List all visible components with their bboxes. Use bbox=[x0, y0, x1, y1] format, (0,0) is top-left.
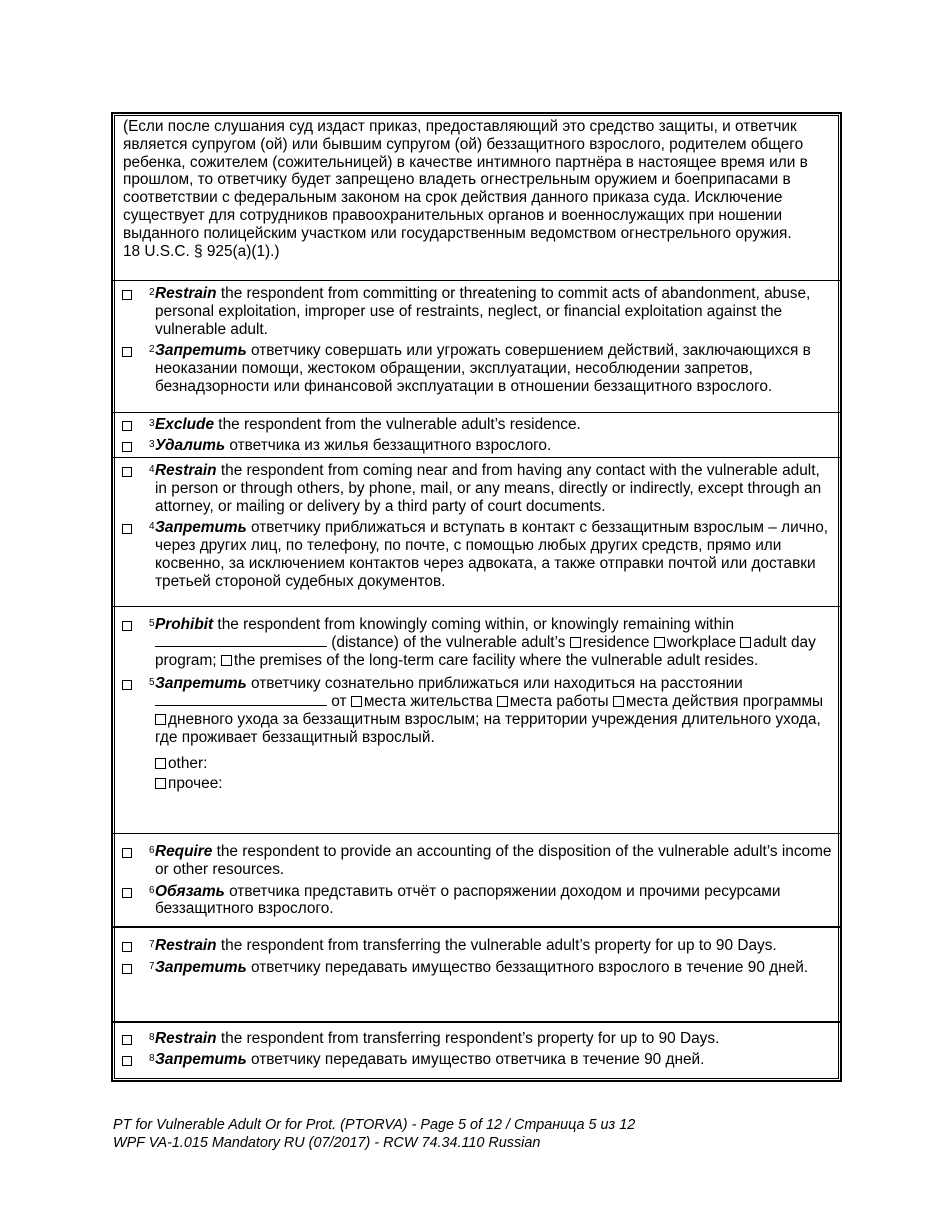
section-4-ru-checkbox[interactable] bbox=[122, 524, 132, 534]
section-4-en-checkbox[interactable] bbox=[122, 467, 132, 477]
section-8-en-text: the respondent from transferring respondent’s property for up to 90 Days. bbox=[216, 1030, 720, 1047]
section-7-number: 7 bbox=[149, 939, 155, 950]
section-5-ru-keyword: Запретить bbox=[155, 675, 247, 693]
section-5-en bbox=[113, 616, 840, 669]
section-4 bbox=[113, 457, 840, 606]
section-8-number: 8 bbox=[149, 1052, 155, 1064]
section-2-en-keyword: Restrain bbox=[155, 285, 217, 302]
firearms-citation: 18 U.S.C. § 925(a)(1).) bbox=[123, 242, 280, 260]
section-8-en-keyword: Restrain bbox=[155, 1030, 217, 1047]
section-6-en bbox=[113, 843, 840, 879]
section-3-en-keyword: Exclude bbox=[155, 416, 215, 433]
section-2-ru bbox=[113, 342, 840, 395]
section-7-ru-keyword: Запретить bbox=[155, 958, 247, 976]
section-4-en-keyword: Restrain bbox=[155, 462, 217, 479]
section-8-ru-keyword: Запретить bbox=[155, 1050, 247, 1068]
section-5-number: 5 bbox=[149, 618, 155, 629]
section-7-number: 7 bbox=[149, 960, 155, 972]
section-5-ru-text: ответчику сознательно приближаться или находиться на расстоянии bbox=[246, 675, 743, 693]
section-5-ru-checkbox[interactable] bbox=[122, 680, 132, 690]
section-7-en bbox=[113, 937, 840, 955]
residence-checkbox[interactable] bbox=[570, 637, 581, 648]
section-5-number: 5 bbox=[149, 677, 155, 689]
residence-ru-checkbox[interactable] bbox=[351, 696, 362, 707]
firearms-notice-text: (Если после слушания суд издаст приказ, предоставляющий это средство защиты, и ответчик является супругом (ой) или бывшим супругом (ой) беззащитного взрослого, родителем общего ребенка, сожителем (сожительницей) в качестве интимного партнёра в настоящее время или в прошлом, то ответчику будет запрещено владеть огнестрельным оружием и боеприпасами в соответствии с федеральным законом на срок действия данного приказа суда. Исключение существует для сотрудников правоохранительных органов и военнослужащих при ношении выданного полицейским участком или государственным ведомством огнестрельного оружия. bbox=[123, 118, 808, 242]
workplace-label: workplace bbox=[666, 633, 737, 651]
section-3 bbox=[113, 412, 840, 457]
work-ru-label: места работы bbox=[509, 693, 609, 711]
other-checkbox[interactable] bbox=[155, 758, 166, 769]
distance-field[interactable] bbox=[155, 634, 327, 647]
section-6-ru bbox=[113, 883, 840, 919]
section-3-en-text: the respondent from the vulnerable adult’s residence. bbox=[214, 416, 581, 433]
section-5-en-distance-label: (distance) of the vulnerable adult’s bbox=[327, 633, 566, 651]
long-term-care-checkbox[interactable] bbox=[221, 655, 232, 666]
adult-day-program-label: adult day program; bbox=[155, 633, 816, 669]
section-6-number: 6 bbox=[149, 845, 155, 856]
section-3-ru bbox=[113, 437, 840, 455]
section-7-en-checkbox[interactable] bbox=[122, 942, 132, 952]
program-ru-label: места действия программы bbox=[625, 693, 824, 711]
section-7 bbox=[113, 926, 840, 1021]
workplace-checkbox[interactable] bbox=[654, 637, 665, 648]
work-ru-checkbox[interactable] bbox=[497, 696, 508, 707]
section-7-ru-text: ответчику передавать имущество беззащитного взрослого в течение 90 дней. bbox=[246, 958, 809, 976]
adult-day-program-checkbox[interactable] bbox=[740, 637, 751, 648]
distance-field-ru[interactable] bbox=[155, 693, 327, 706]
section-5-en-keyword: Prohibit bbox=[155, 616, 214, 633]
section-7-ru-checkbox[interactable] bbox=[122, 964, 132, 974]
section-2-ru-text: ответчику совершать или угрожать совершением действий, заключающихся в неоказании помощи, жестоком обращении, эксплуатации, несоблюдении запретов, безнадзорности или финансовой эксплуатации в отношении беззащитного взрослого. bbox=[155, 342, 811, 395]
firearms-notice bbox=[113, 114, 840, 280]
section-4-number: 4 bbox=[149, 464, 155, 475]
section-4-en bbox=[113, 462, 840, 515]
day-care-ru-checkbox[interactable] bbox=[155, 714, 166, 725]
section-7-ru bbox=[113, 959, 840, 977]
section-4-ru-text: ответчику приближаться и вступать в контакт с беззащитным взрослым – лично, через других лиц, по телефону, по почте, с помощью любых других средств, прямо или косвенно, за исключением контактов через адвоката, а также отправки почтой или доставки третьей стороной судебных документов. bbox=[155, 519, 829, 590]
section-5-ru bbox=[113, 675, 840, 746]
section-2-en-text: the respondent from committing or threatening to commit acts of abandonment, abuse, personal exploitation, improper use of restraints, neglect, or financial exploitation against the vulnerable adult. bbox=[155, 285, 811, 338]
section-5-en-checkbox[interactable] bbox=[122, 621, 132, 631]
section-6-ru-checkbox[interactable] bbox=[122, 888, 132, 898]
section-2-en-checkbox[interactable] bbox=[122, 290, 132, 300]
page-footer bbox=[113, 1116, 635, 1152]
section-2-ru-keyword: Запретить bbox=[155, 342, 247, 360]
section-3-en bbox=[113, 416, 840, 434]
section-7-en-keyword: Restrain bbox=[155, 937, 217, 954]
day-care-ru-label: дневного ухода за беззащитным взрослым; на территории учреждения длительного ухода, где проживает беззащитный взрослый. bbox=[155, 710, 821, 746]
section-3-ru-text: ответчика из жилья беззащитного взрослого. bbox=[225, 436, 552, 454]
section-6 bbox=[113, 833, 840, 926]
program-ru-checkbox[interactable] bbox=[613, 696, 624, 707]
section-5-ru-from-label: от bbox=[327, 693, 347, 711]
section-6-number: 6 bbox=[149, 884, 155, 896]
section-4-en-text: the respondent from coming near and from having any contact with the vulnerable adult, in person or through others, by phone, mail, or any means, directly or indirectly, except through an attorney, or mailing or delivery by a third party of court documents. bbox=[155, 462, 822, 515]
section-2-en bbox=[113, 285, 840, 338]
section-6-ru-keyword: Обязать bbox=[155, 882, 225, 900]
section-2-number: 2 bbox=[149, 344, 155, 356]
section-5-en-text: the respondent from knowingly coming within, or knowingly remaining within bbox=[213, 616, 735, 633]
section-8-ru bbox=[113, 1051, 840, 1069]
footer-line-1: PT for Vulnerable Adult Or for Prot. (PTORVA) - Page 5 of 12 / Страница 5 из 12 bbox=[113, 1117, 636, 1133]
residence-label: residence bbox=[582, 633, 650, 651]
section-8-ru-checkbox[interactable] bbox=[122, 1056, 132, 1066]
other-option-ru bbox=[113, 775, 840, 793]
section-8-en-checkbox[interactable] bbox=[122, 1035, 132, 1045]
section-8 bbox=[113, 1021, 840, 1080]
section-2-number: 2 bbox=[149, 287, 155, 298]
section-2 bbox=[113, 280, 840, 412]
section-6-ru-text: ответчика представить отчёт о распоряжении доходом и прочими ресурсами беззащитного взрослого. bbox=[155, 882, 781, 918]
form-table bbox=[111, 112, 842, 1082]
section-6-en-checkbox[interactable] bbox=[122, 848, 132, 858]
footer-line-2: WPF VA-1.015 Mandatory RU (07/2017) - RCW 74.34.110 Russian bbox=[113, 1135, 541, 1151]
long-term-care-label: the premises of the long-term care facility where the vulnerable adult resides. bbox=[233, 651, 759, 669]
section-5 bbox=[113, 606, 840, 833]
section-6-en-text: the respondent to provide an accounting of the disposition of the vulnerable adult’s income or other resources. bbox=[155, 843, 832, 878]
section-3-number: 3 bbox=[149, 438, 155, 450]
section-8-number: 8 bbox=[149, 1032, 155, 1043]
other-ru-checkbox[interactable] bbox=[155, 778, 166, 789]
section-2-ru-checkbox[interactable] bbox=[122, 347, 132, 357]
section-3-number: 3 bbox=[149, 418, 155, 429]
section-3-ru-keyword: Удалить bbox=[155, 436, 226, 454]
section-3-en-checkbox[interactable] bbox=[122, 421, 132, 431]
section-6-en-keyword: Require bbox=[155, 843, 213, 860]
other-ru-label: прочее: bbox=[168, 775, 223, 793]
section-8-ru-text: ответчику передавать имущество ответчика в течение 90 дней. bbox=[246, 1050, 705, 1068]
residence-ru-label: места жительства bbox=[363, 693, 493, 711]
section-8-en bbox=[113, 1030, 840, 1048]
section-3-ru-checkbox[interactable] bbox=[122, 442, 132, 452]
section-4-number: 4 bbox=[149, 521, 155, 533]
other-label: other: bbox=[168, 754, 208, 772]
section-4-ru bbox=[113, 519, 840, 590]
section-7-en-text: the respondent from transferring the vulnerable adult’s property for up to 90 Days. bbox=[216, 937, 777, 954]
section-4-ru-keyword: Запретить bbox=[155, 519, 247, 537]
other-option bbox=[113, 755, 840, 773]
